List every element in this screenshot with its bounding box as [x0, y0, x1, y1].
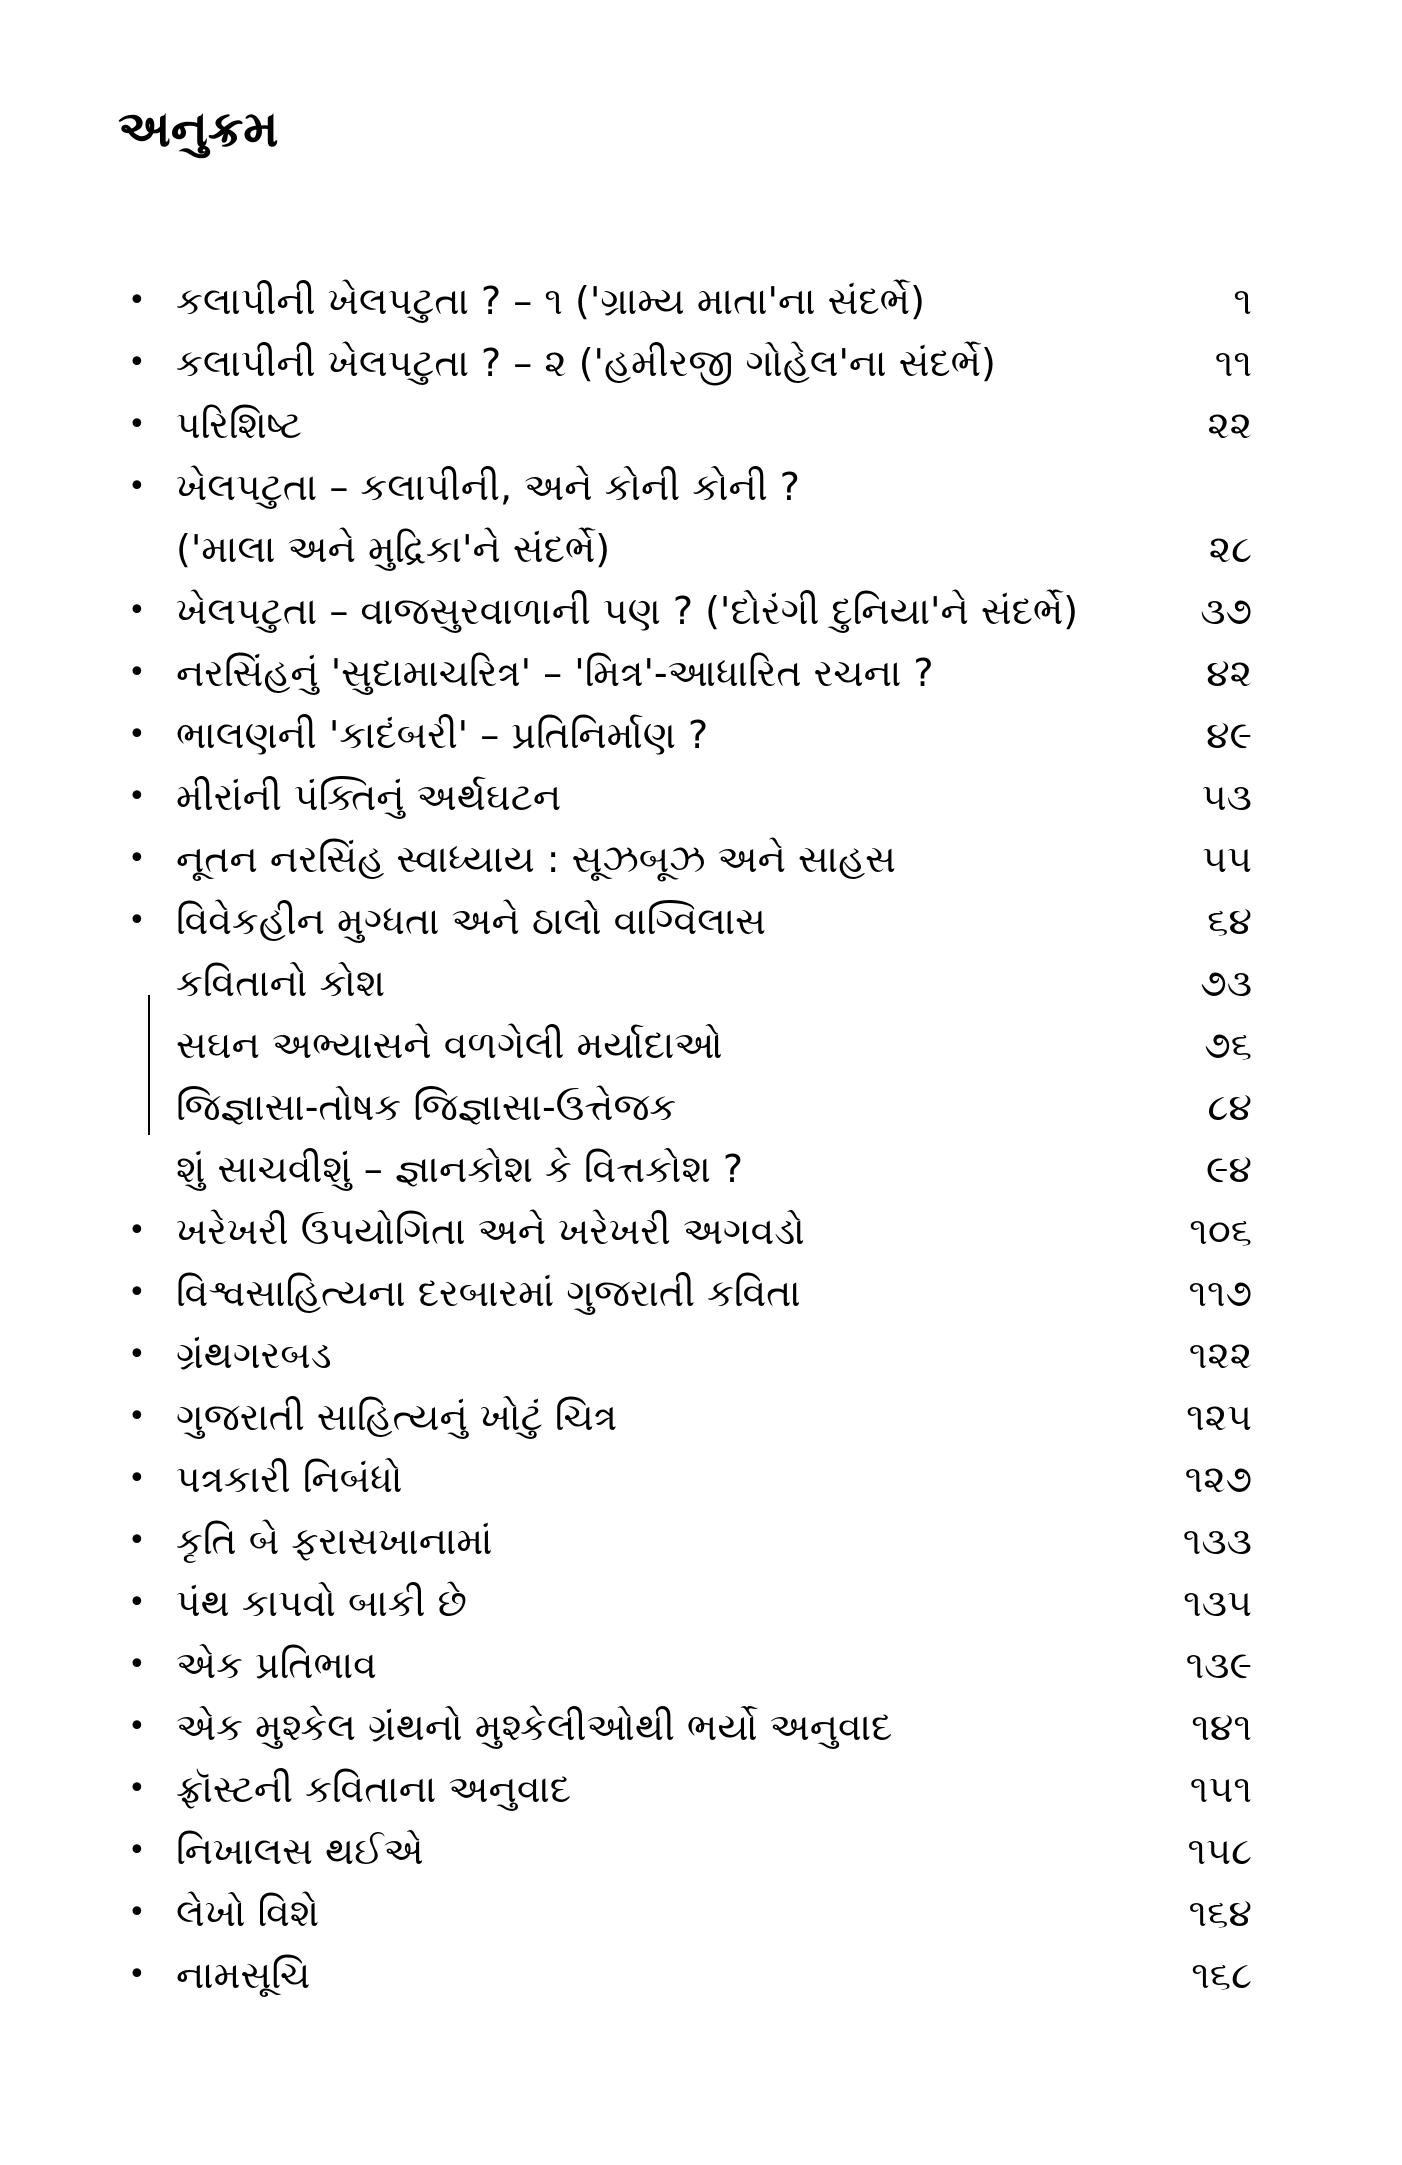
- toc-entry-page: ૬૪: [1207, 899, 1252, 943]
- toc-entry: [0, 890, 1402, 952]
- toc-entry: [0, 518, 1402, 580]
- toc-entry-page: ૧૫૮: [1187, 1829, 1252, 1873]
- toc-entry-title: વિવેકહીન મુગ્ધતા અને ઠાલો વાગ્વિલાસ: [176, 899, 766, 943]
- toc-entry-title: ('માલા અને મુદ્રિકા'ને સંદર્ભે): [176, 527, 611, 571]
- toc-entry-title: ખરેખરી ઉપયોગિતા અને ખરેખરી અગવડો: [176, 1209, 805, 1253]
- toc-entry-page: ૧૫૧: [1189, 1767, 1252, 1811]
- bullet-icon: •: [128, 1275, 146, 1310]
- bullet-icon: •: [128, 1833, 146, 1868]
- toc-entry: [0, 1820, 1402, 1882]
- bullet-icon: •: [128, 1895, 146, 1930]
- bullet-icon: •: [128, 1213, 146, 1248]
- toc-entry: [0, 1138, 1402, 1200]
- toc-entry-title: કલાપીની ખેલપટુતા ? – ૧ ('ગ્રામ્ય માતા'ના સંદર્ભે): [176, 279, 925, 323]
- toc-entry-page: ૧૪૧: [1191, 1705, 1252, 1749]
- bullet-icon: •: [128, 1957, 146, 1992]
- toc-entry-page: ૧૨૫: [1186, 1395, 1252, 1439]
- toc-entry-page: ૪૨: [1206, 651, 1252, 695]
- toc-entry: [0, 828, 1402, 890]
- toc-entry-title: એક પ્રતિભાવ: [176, 1643, 377, 1687]
- toc-entry-title: પરિશિષ્ટ: [176, 403, 302, 447]
- toc-entry: [0, 1944, 1402, 2006]
- toc-entry-page: ૧૨૨: [1188, 1333, 1252, 1377]
- toc-entry-title: ફ્રૉસ્ટની કવિતાના અનુવાદ: [176, 1767, 572, 1811]
- toc-entry: [0, 394, 1402, 456]
- toc-entry: [0, 1758, 1402, 1820]
- toc-entry-page: ૧: [1233, 279, 1252, 323]
- toc-entry: [0, 1262, 1402, 1324]
- toc-entry-page: ૧૩૩: [1182, 1519, 1252, 1563]
- toc-entry: [0, 1014, 1402, 1076]
- toc-entry: [0, 1634, 1402, 1696]
- toc-entry-title: નામસૂચિ: [176, 1953, 311, 1997]
- toc-entry-title: પંથ કાપવો બાકી છે: [176, 1581, 467, 1625]
- bullet-icon: •: [128, 469, 146, 504]
- toc-entry-page: ૨૨: [1207, 403, 1252, 447]
- toc-entry: [0, 766, 1402, 828]
- bullet-icon: •: [128, 779, 146, 814]
- toc-entry-title: ખેલપટુતા – કલાપીની, અને કોની કોની ?: [176, 465, 800, 509]
- bullet-icon: •: [128, 1461, 146, 1496]
- bullet-icon: •: [128, 1771, 146, 1806]
- toc-entry-page: ૨૮: [1208, 527, 1252, 571]
- bullet-icon: •: [128, 283, 146, 318]
- toc-entry: [0, 456, 1402, 518]
- toc-entry: [0, 1200, 1402, 1262]
- toc-entry-page: ૧૩૫: [1183, 1581, 1252, 1625]
- toc-entry-page: ૧૨૭: [1184, 1457, 1252, 1501]
- toc-entry: [0, 642, 1402, 704]
- bullet-icon: •: [128, 903, 146, 938]
- toc-entry: [0, 1076, 1402, 1138]
- toc-entry-title: મીરાંની પંક્તિનું અર્થઘટન: [176, 775, 562, 819]
- toc-entry-page: ૧૬૪: [1188, 1891, 1252, 1935]
- table-of-contents: [0, 270, 1402, 2006]
- toc-entry-title: જિજ્ઞાસા-તોષક જિજ્ઞાસા-ઉત્તેજક: [176, 1085, 677, 1129]
- toc-entry: [0, 580, 1402, 642]
- bullet-icon: •: [128, 1399, 146, 1434]
- toc-entry-title: નિખાલસ થઈએ: [176, 1829, 424, 1873]
- bullet-icon: •: [128, 1647, 146, 1682]
- toc-entry: [0, 1510, 1402, 1572]
- toc-entry-page: ૪૯: [1205, 713, 1252, 757]
- toc-entry: [0, 1448, 1402, 1510]
- toc-entry-page: ૮૪: [1207, 1085, 1252, 1129]
- bullet-icon: •: [128, 841, 146, 876]
- toc-entry-title: ભાલણની 'કાદંબરી' – પ્રતિનિર્માણ ?: [176, 713, 709, 757]
- toc-entry-title: વિશ્વસાહિત્યના દરબારમાં ગુજરાતી કવિતા: [176, 1271, 801, 1315]
- bullet-icon: •: [128, 1709, 146, 1744]
- toc-entry-title: સઘન અભ્યાસને વળગેલી મર્યાદાઓ: [176, 1023, 723, 1067]
- toc-entry-page: ૧૬૮: [1191, 1953, 1252, 1997]
- bullet-icon: •: [128, 345, 146, 380]
- toc-entry-page: ૫૫: [1202, 837, 1252, 881]
- bullet-icon: •: [128, 1337, 146, 1372]
- toc-entry-page: ૧૧૭: [1188, 1271, 1252, 1315]
- bullet-icon: •: [128, 407, 146, 442]
- bullet-icon: •: [128, 1585, 146, 1620]
- toc-entry-page: ૫૩: [1201, 775, 1252, 819]
- toc-entry-title: પત્રકારી નિબંધો: [176, 1457, 403, 1501]
- toc-entry-page: ૭૩: [1200, 961, 1252, 1005]
- bullet-icon: •: [128, 1523, 146, 1558]
- toc-entry: [0, 332, 1402, 394]
- bullet-icon: •: [128, 717, 146, 752]
- toc-entry-title: ગુજરાતી સાહિત્યનું ખોટું ચિત્ર: [176, 1395, 618, 1439]
- toc-entry: [0, 270, 1402, 332]
- toc-entry: [0, 1696, 1402, 1758]
- toc-entry-title: નૂતન નરસિંહ સ્વાધ્યાય : સૂઝબૂઝ અને સાહસ: [176, 837, 896, 881]
- bullet-icon: •: [128, 655, 146, 690]
- toc-entry-page: ૭૬: [1204, 1023, 1252, 1067]
- toc-entry: [0, 1324, 1402, 1386]
- toc-entry-page: ૧૦૬: [1189, 1209, 1252, 1253]
- toc-entry: [0, 952, 1402, 1014]
- toc-entry-title: એક મુશ્કેલ ગ્રંથનો મુશ્કેલીઓથી ભર્યો અનુવાદ: [176, 1705, 893, 1749]
- toc-entry-page: ૧૩૯: [1185, 1643, 1252, 1687]
- toc-entry: [0, 704, 1402, 766]
- toc-entry-page: ૩૭: [1200, 589, 1252, 633]
- toc-entry-title: કૃતિ બે ફરાસખાનામાં: [176, 1519, 493, 1563]
- toc-entry-title: કવિતાનો કોશ: [176, 961, 386, 1005]
- toc-entry-page: ૧૧: [1214, 341, 1252, 385]
- page-title: અનુક્રમ: [118, 100, 279, 158]
- toc-entry-page: ૯૪: [1205, 1147, 1252, 1191]
- toc-entry: [0, 1572, 1402, 1634]
- toc-entry-title: લેખો વિશે: [176, 1891, 320, 1935]
- toc-entry: [0, 1386, 1402, 1448]
- toc-entry-title: શું સાચવીશું – જ્ઞાનકોશ કે વિત્તકોશ ?: [176, 1147, 744, 1191]
- toc-entry-title: નરસિંહનું 'સુદામાચરિત્ર' – 'મિત્ર'-આધારિત રચના ?: [176, 651, 934, 695]
- bullet-icon: •: [128, 593, 146, 628]
- toc-entry-title: ગ્રંથગરબડ: [176, 1333, 332, 1377]
- toc-entry: [0, 1882, 1402, 1944]
- toc-entry-title: કલાપીની ખેલપટુતા ? – ૨ ('હમીરજી ગોહેલ'ના સંદર્ભે): [176, 341, 996, 385]
- toc-entry-title: ખેલપટુતા – વાજસુરવાળાની પણ ? ('દોરંગી દુનિયા'ને સંદર્ભે): [176, 589, 1079, 633]
